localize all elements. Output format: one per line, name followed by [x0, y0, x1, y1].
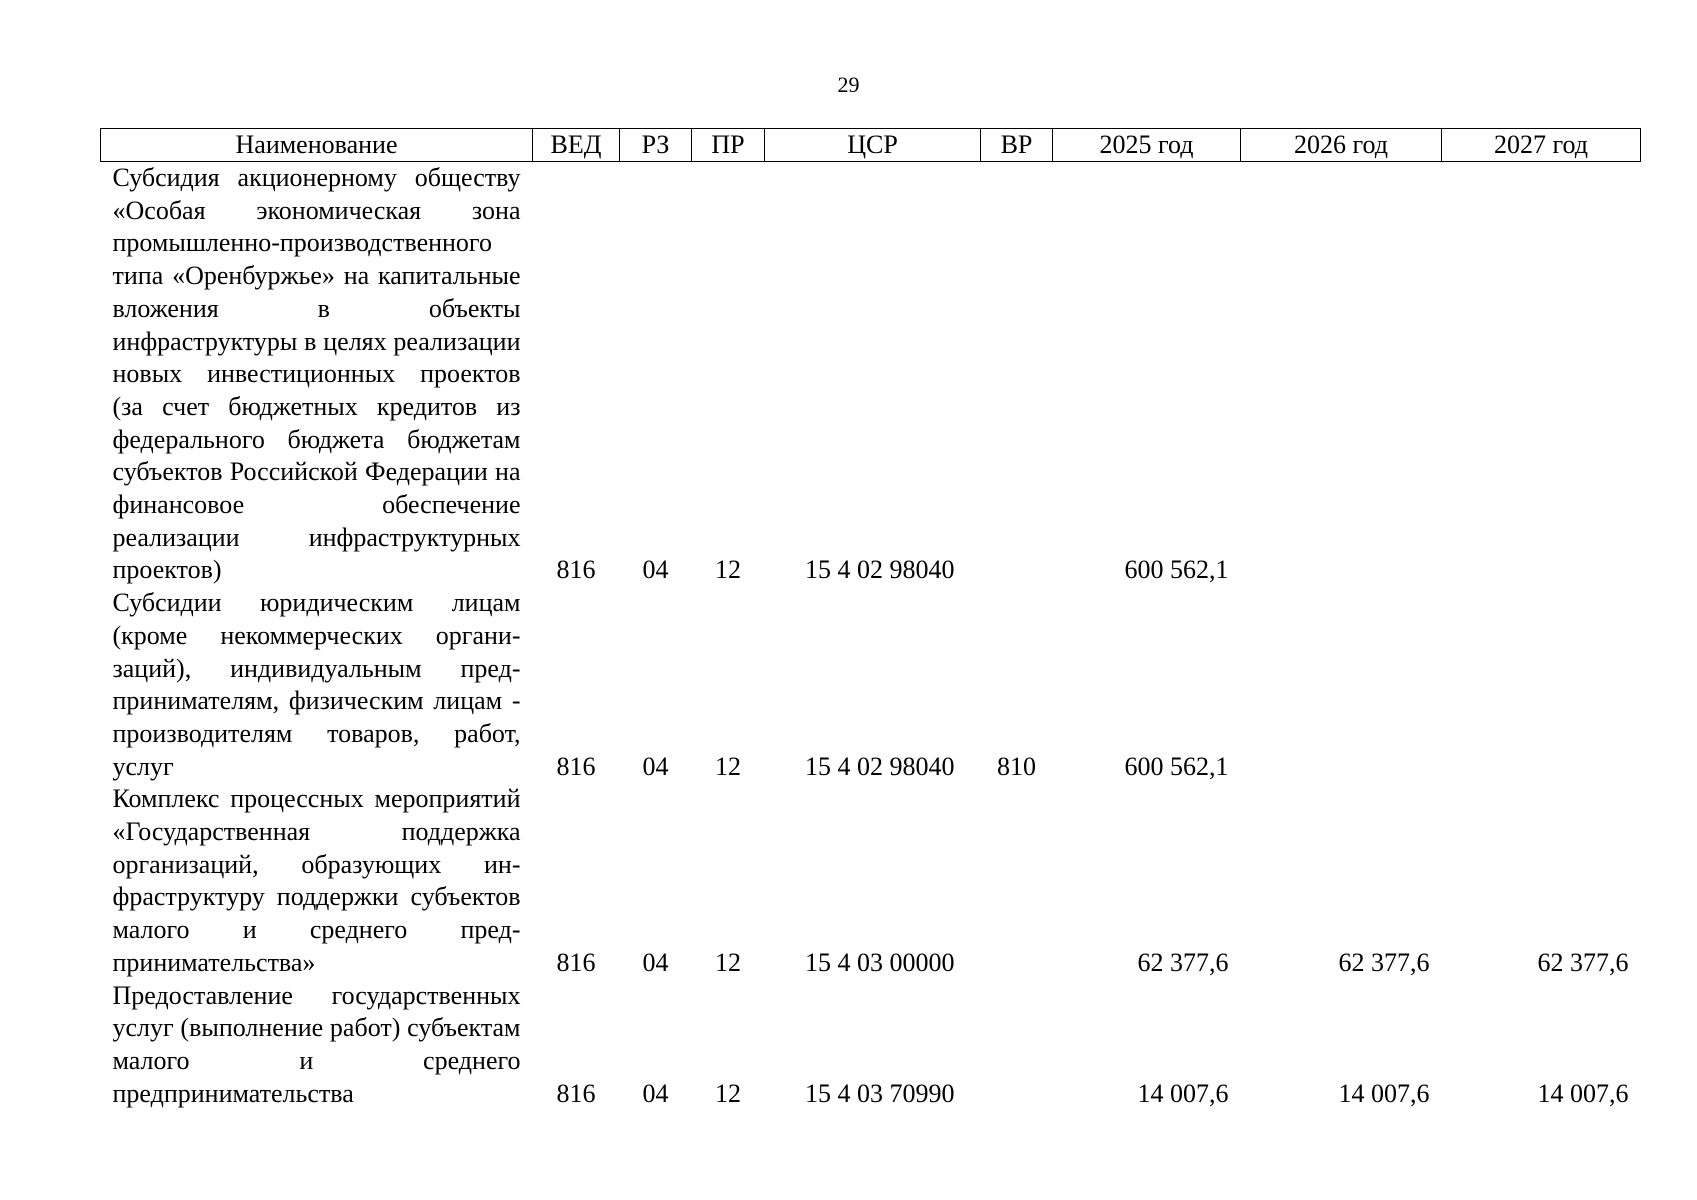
table-row [101, 162, 1641, 588]
row-vr [981, 162, 1053, 588]
header-row [101, 129, 1641, 162]
table-row [101, 783, 1641, 979]
row-2025: 62 377,6 [1137, 947, 1229, 977]
row-2025: 14 007,6 [1137, 1078, 1229, 1108]
header-vr: ВР [981, 129, 1053, 162]
row-csr: 15 4 03 00000 [805, 947, 955, 977]
row-2026 [1241, 162, 1442, 588]
page-number: 29 [837, 72, 860, 97]
row-pr: 12 [715, 947, 741, 977]
row-pr: 12 [715, 555, 741, 585]
row-name: Субсидия акционерному обществу «Особая экономическая зона промышленно-производственного типа «Оренбуржье» на капитальные вложения в объекты инфраструктуры в целях реализации новых инвестиционных проектов (за счет бюджетных кредитов из федерального бюджета бюджетам субъектов Российской Федерации на финансовое обеспечение реализации инфраструктурных проектов) [112, 163, 521, 585]
header-2025: 2025 год [1053, 129, 1241, 162]
row-ved: 816 [556, 947, 596, 977]
row-vr [981, 980, 1053, 1111]
row-csr: 15 4 03 70990 [805, 1078, 955, 1108]
header-2026: 2026 год [1241, 129, 1442, 162]
table-row [101, 587, 1641, 783]
row-pr: 12 [715, 751, 741, 781]
row-rz: 04 [642, 947, 669, 977]
row-csr: 15 4 02 98040 [805, 751, 955, 781]
header-ved: ВЕД [533, 129, 620, 162]
row-name: Комплекс процессных мероприятий «Государственная поддержка организаций, образующих инфраструктуру поддержки субъектов малого и среднего предпринимательства» [112, 784, 521, 977]
table-row [101, 980, 1641, 1111]
row-rz: 04 [642, 751, 669, 781]
row-2027: 62 377,6 [1537, 947, 1629, 977]
table-header [101, 129, 1641, 162]
row-2026 [1241, 587, 1442, 783]
row-2026: 62 377,6 [1338, 947, 1430, 977]
row-2025: 600 562,1 [1124, 751, 1229, 781]
row-2027: 14 007,6 [1537, 1078, 1629, 1108]
row-pr: 12 [715, 1078, 741, 1108]
row-ved: 816 [556, 751, 596, 781]
row-ved: 816 [556, 1078, 596, 1108]
header-name: Наименование [101, 129, 533, 162]
row-name: Предоставление государственных услуг (выполнение работ) субъектам малого и среднего предпринимательства [112, 980, 521, 1108]
row-vr [981, 783, 1053, 979]
header-2027: 2027 год [1442, 129, 1641, 162]
row-name: Субсидии юридическим лицам (кроме некоммерческих организаций), индивидуальным предпринимателям, физическим лицам - производителям товаров, работ, услуг [112, 588, 521, 781]
row-2025: 600 562,1 [1124, 555, 1229, 585]
budget-table [100, 128, 1641, 1110]
row-2026: 14 007,6 [1338, 1078, 1430, 1108]
header-pr: ПР [692, 129, 765, 162]
table-body [101, 162, 1641, 1111]
row-rz: 04 [642, 1078, 669, 1108]
row-2027 [1442, 587, 1641, 783]
header-rz: РЗ [620, 129, 692, 162]
header-csr: ЦСР [765, 129, 981, 162]
row-csr: 15 4 02 98040 [805, 555, 955, 585]
row-rz: 04 [642, 555, 669, 585]
row-vr: 810 [997, 751, 1036, 781]
row-2027 [1442, 162, 1641, 588]
row-ved: 816 [556, 555, 596, 585]
